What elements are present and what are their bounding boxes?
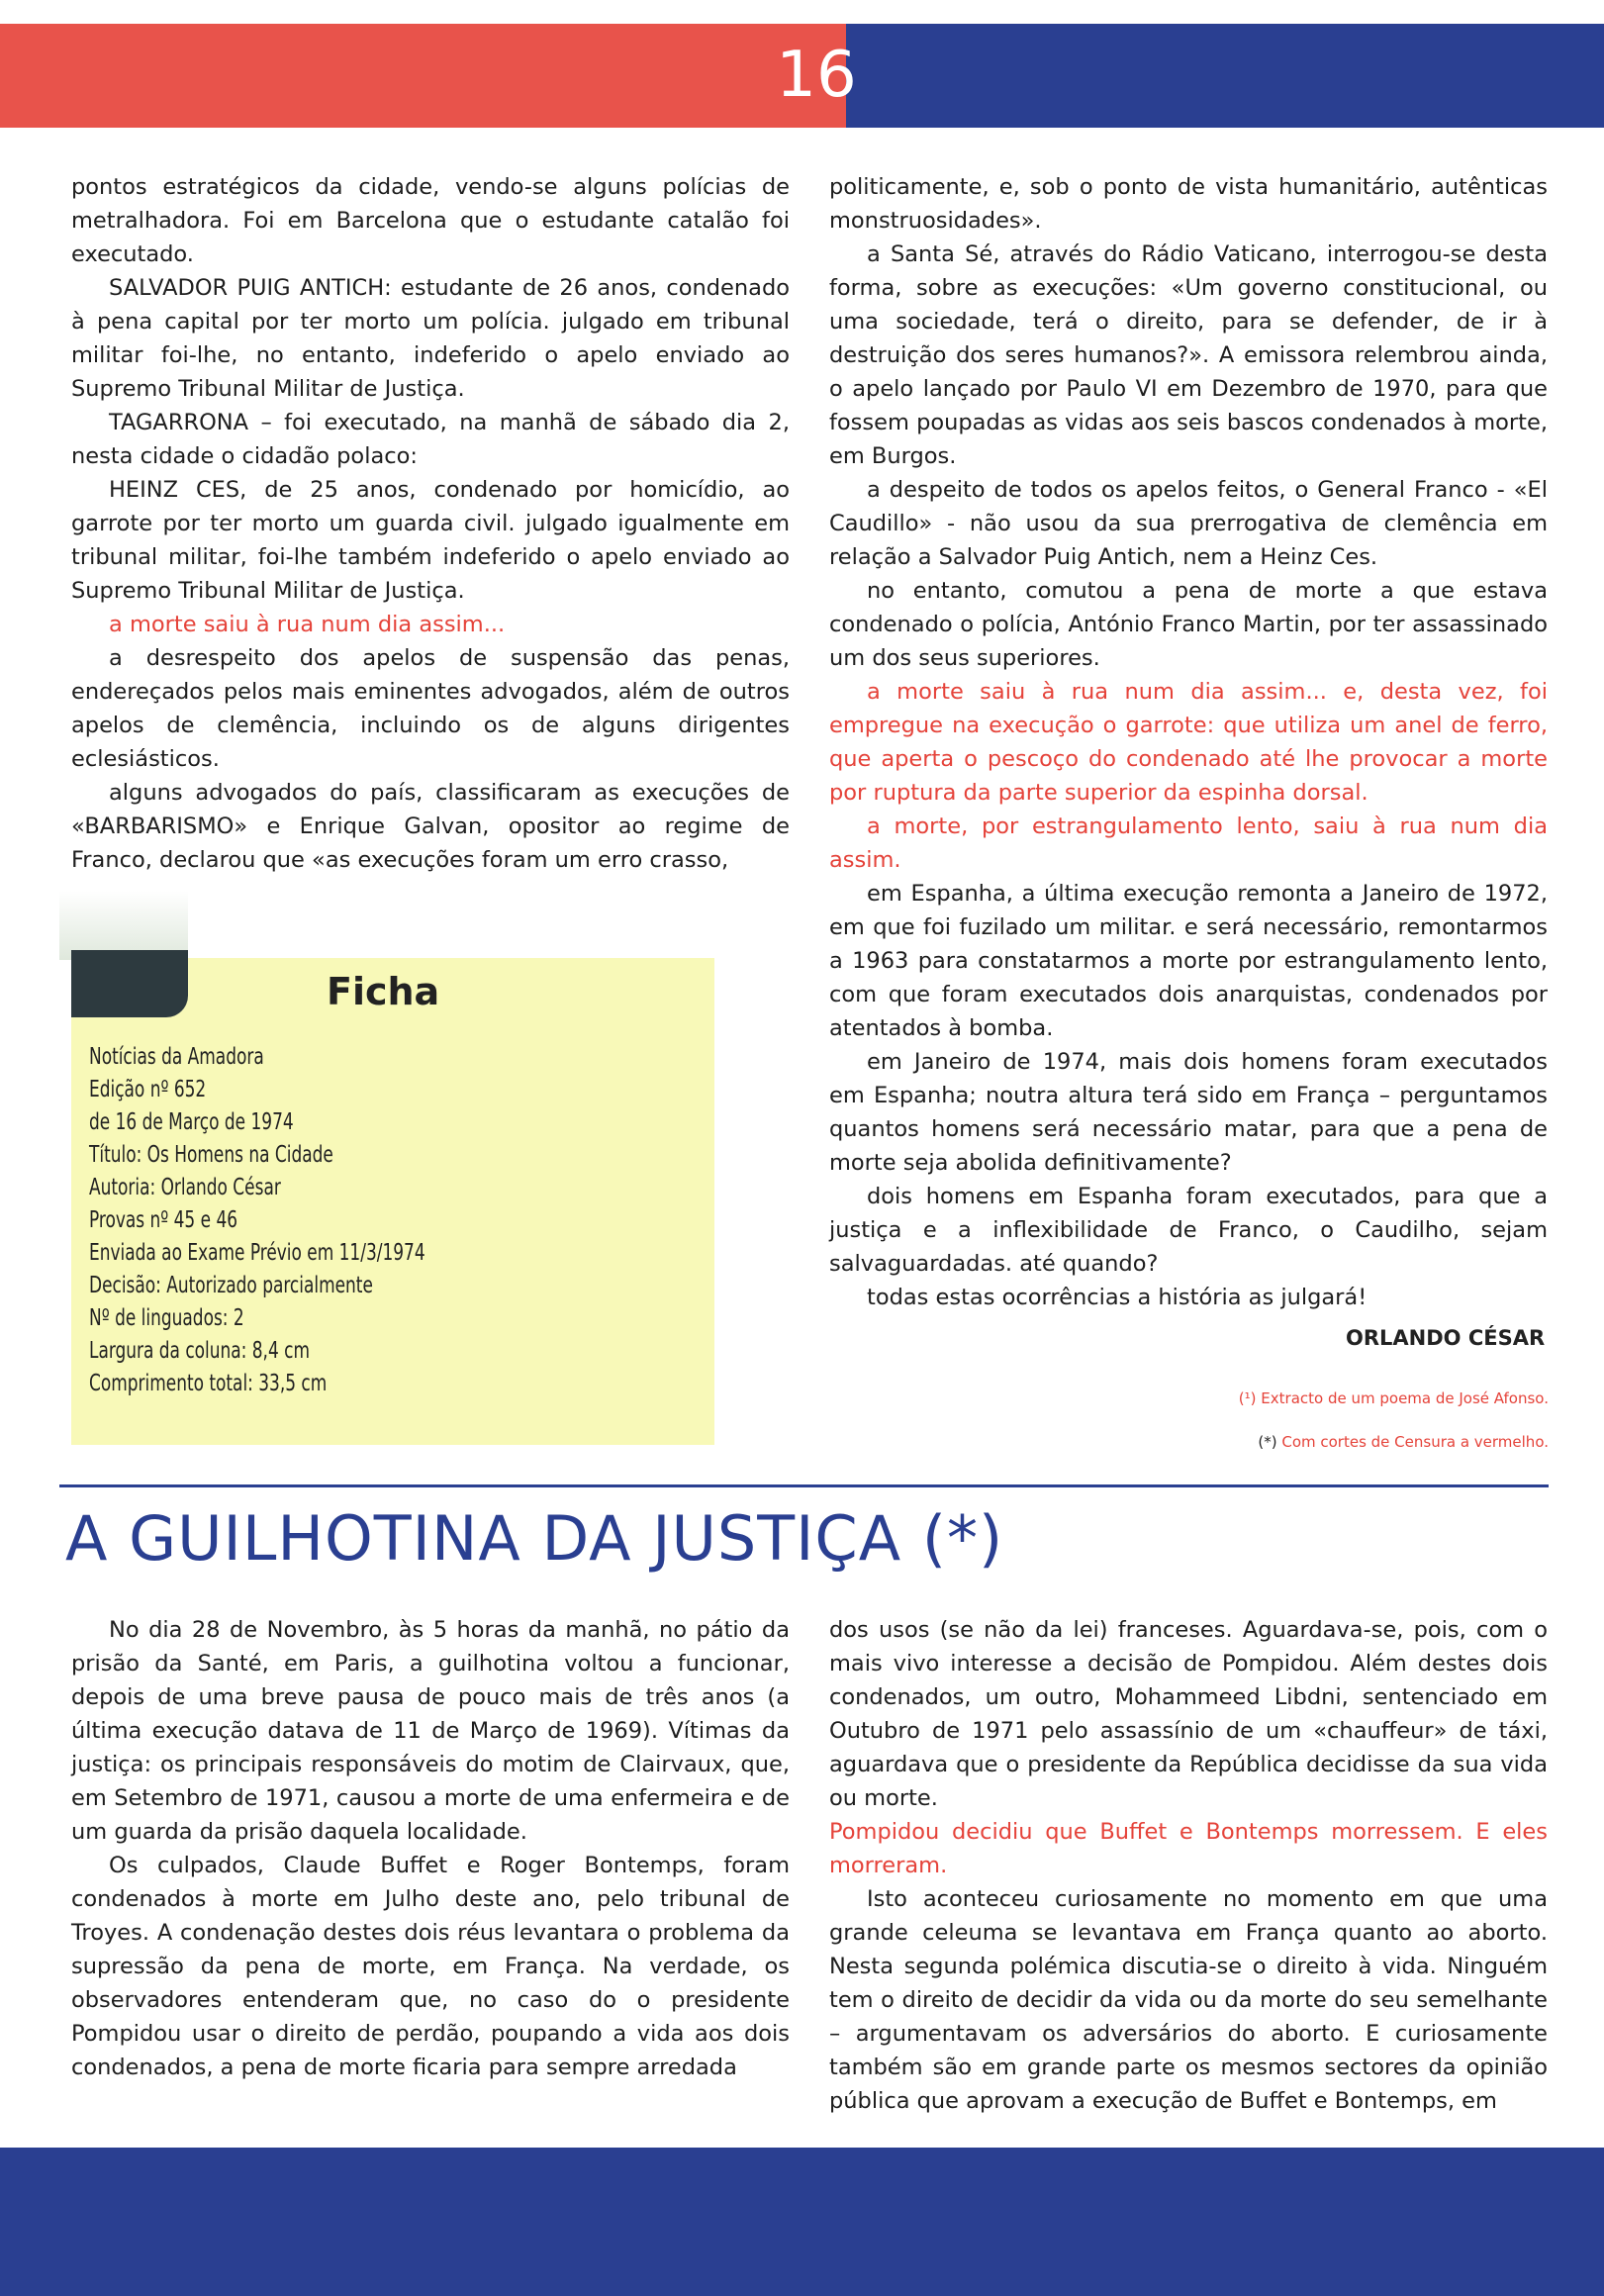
paragraph: dois homens em Espanha foram executados, para que a justiça e a inflexibilidade de Franco, o Caudilho, sejam salvaguardadas. até quando? [829,1184,1548,1277]
header-bar-blue [846,24,1604,128]
ficha-line: Título: Os Homens na Cidade [89,1142,333,1168]
paragraph: em Janeiro de 1974, mais dois homens foram executados em Espanha; noutra altura terá sido em França – perguntamos quantos homens será necessário matar, para que a pena de morte seja abolida definitivamente? [829,1049,1548,1176]
article-headline: A GUILHOTINA DA JUSTIÇA (*) [65,1502,1004,1575]
ficha-line: Enviada ao Exame Prévio em 11/3/1974 [89,1240,425,1266]
footnote-text: Com cortes de Censura a vermelho. [1281,1433,1549,1451]
ficha-line: Provas nº 45 e 46 [89,1207,238,1233]
footnote-mark: (*) [1258,1433,1277,1451]
paragraph: todas estas ocorrências a história as julgará! [867,1285,1368,1310]
paragraph: a morte saiu à rua num dia assim... e, desta vez, foi empregue na execução o garrote: que utiliza um anel de ferro, que aperta o pescoço do condenado até lhe provocar a morte por ruptura da parte superior da espinha dorsal. [829,679,1548,806]
paragraph: no entanto, comutou a pena de morte a que estava condenado o polícia, António Franco Martin, por ter assassinado um dos seus superiores. [829,578,1548,671]
paragraph: pontos estratégicos da cidade, vendo-se alguns polícias de metralhadora. Foi em Barcelona que o estudante catalão foi executado. [71,174,790,267]
paragraph: SALVADOR PUIG ANTICH: estudante de 26 anos, condenado à pena capital por ter morto um polícia. julgado em tribunal militar foi-lhe, no entanto, indeferido o apelo enviado ao Supremo Tribunal Militar de Justiça. [71,275,790,402]
paragraph: a despeito de todos os apelos feitos, o General Franco - «El Caudillo» - não usou da sua prerrogativa de clemência em relação a Salvador Puig Antich, nem a Heinz Ces. [829,477,1548,570]
paragraph: Isto aconteceu curiosamente no momento em que uma grande celeuma se levantava em França quanto ao aborto. Nesta segunda polémica discutia-se o direito à vida. Ninguém tem o direito de decidir da vida ou da morte do seu semelhante – argumentavam os adversários do aborto. E curiosamente também são em grande parte os mesmos sectores da opinião pública que aprovam a execução de Buffet e Bontemps, em [829,1886,1548,2114]
ficha-line: Largura da coluna: 8,4 cm [89,1338,310,1364]
ficha-line: Comprimento total: 33,5 cm [89,1371,328,1396]
section-divider [59,1484,1549,1487]
paragraph: em Espanha, a última execução remonta a Janeiro de 1972, em que foi fuzilado um militar. e será necessário, remontarmos a 1963 para constatarmos a morte por estrangulamento lento, com que foram executados dois anarquistas, condenados por atentados à bomba. [829,881,1548,1041]
footer-bar [0,2148,1604,2296]
paragraph: a desrespeito dos apelos de suspensão das penas, endereçados pelos mais eminentes advogados, além de outros apelos de clemência, incluindo os de alguns dirigentes eclesiásticos. [71,645,790,772]
footnote-text: Extracto de um poema de José Afonso. [1261,1389,1549,1407]
paragraph: a Santa Sé, através do Rádio Vaticano, interrogou-se desta forma, sobre as execuções: «Um governo constitucional, ou uma sociedade, terá o direito, para se defender, de ir à destruição dos seres humanos?». A emissora relembrou ainda, o apelo lançado por Paulo VI em Dezembro de 1970, para que fossem poupadas as vidas aos seis bascos condenados à morte, em Burgos. [829,241,1548,469]
paragraph: No dia 28 de Novembro, às 5 horas da manhã, no pátio da prisão da Santé, em Paris, a guilhotina voltou a funcionar, depois de uma breve pausa de pouco mais de três anos (a última execução datava de 11 de Março de 1969). Vítimas da justiça: os principais responsáveis do motim de Clairvaux, que, em Setembro de 1971, causou a morte de uma enfermeira e de um guarda da prisão daquela localidade. [71,1617,790,1845]
article-column-top-right [829,170,1548,1314]
paragraph: politicamente, e, sob o ponto de vista humanitário, autênticas monstruosidades». [829,174,1548,234]
ficha-line: de 16 de Março de 1974 [89,1109,294,1135]
ficha-line: Autoria: Orlando César [89,1175,281,1200]
page-number: 16 [776,39,857,112]
paragraph: a morte, por estrangulamento lento, saiu à rua num dia assim. [829,813,1548,873]
footnote-mark: (¹) [1238,1389,1257,1407]
footnote-censorship [1258,1433,1549,1451]
paragraph: Pompidou decidiu que Buffet e Bontemps morressem. E eles morreram. [829,1819,1548,1878]
ficha-line: Decisão: Autorizado parcialmente [89,1273,373,1298]
ficha-lines [89,1041,576,1400]
paragraph: alguns advogados do país, classificaram as execuções de «BARBARISMO» e Enrique Galvan, opositor ao regime de Franco, declarou que «as execuções foram um erro crasso, [71,780,790,873]
article-column-top-left [71,170,790,877]
article-column-bottom-left [71,1613,790,2084]
paragraph: HEINZ CES, de 25 anos, condenado por homicídio, ao garrote por ter morto um guarda civil. julgado igualmente em tribunal militar, foi-lhe também indeferido o apelo enviado ao Supremo Tribunal Militar de Justiça. [71,477,790,604]
paragraph: dos usos (se não da lei) franceses. Aguardava-se, pois, com o mais vivo interesse a decisão de Pompidou. Além destes dois condenados, um outro, Mohammeed Libdni, sentenciado em Outubro de 1971 pelo assassínio de um «chauffeur» de táxi, aguardava que o presidente da República decidisse da sua vida ou morte. [829,1617,1548,1811]
paragraph: Os culpados, Claude Buffet e Roger Bontemps, foram condenados à morte em Julho deste ano, pelo tribunal de Troyes. A condenação destes dois réus levantara o problema da supressão da pena de morte, em França. Na verdade, os observadores entenderam que, no caso do o presidente Pompidou usar o direito de perdão, poupando a vida aos dois condenados, a pena de morte ficaria para sempre arredada [71,1853,790,2080]
header-bar-red [0,24,846,128]
paragraph: TAGARRONA – foi executado, na manhã de sábado dia 2, nesta cidade o cidadão polaco: [71,410,790,469]
ficha-line: Notícias da Amadora [89,1044,264,1070]
article-column-bottom-right [829,1613,1548,2118]
paragraph: a morte saiu à rua num dia assim... [109,612,506,637]
author-signature: ORLANDO CÉSAR [1346,1326,1546,1350]
ficha-line: Nº de linguados: 2 [89,1305,244,1331]
ficha-line: Edição nº 652 [89,1077,207,1102]
footnote-poem [1239,1389,1549,1407]
ficha-title: Ficha [327,970,440,1013]
ficha-tab [71,950,188,1017]
